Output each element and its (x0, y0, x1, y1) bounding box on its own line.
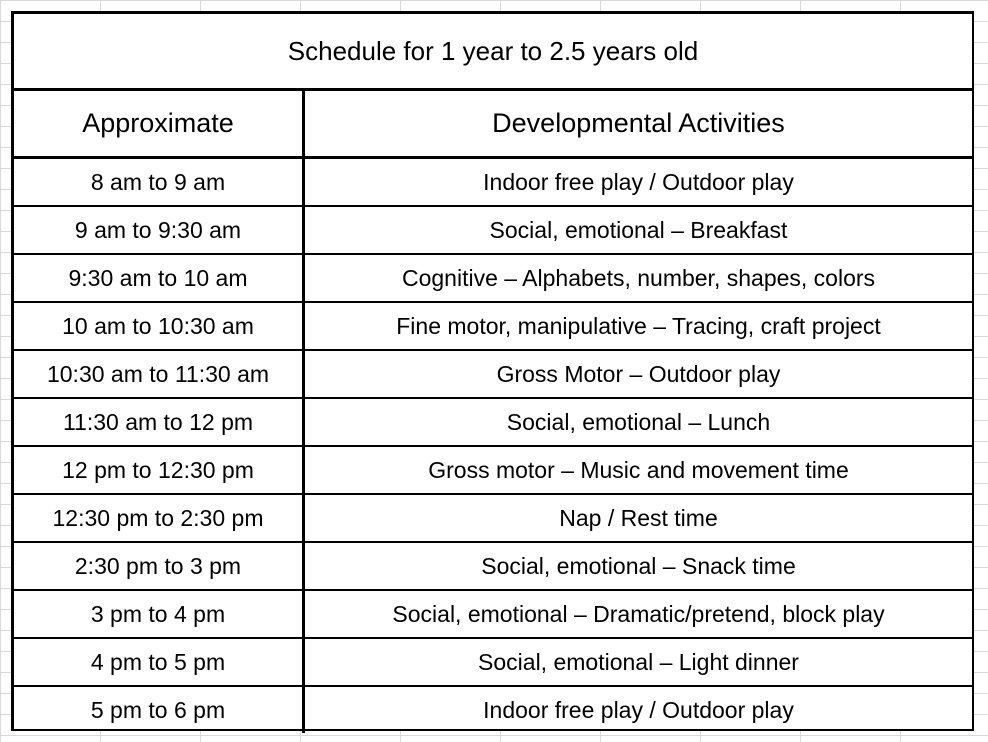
table-body (14, 159, 972, 733)
table-row (14, 591, 972, 639)
table-row (14, 303, 972, 351)
activity-cell[interactable]: Nap / Rest time (559, 504, 718, 531)
table-row (14, 543, 972, 591)
header-cell-activity[interactable]: Developmental Activities (492, 108, 785, 138)
table-title: Schedule for 1 year to 2.5 years old (287, 35, 699, 66)
table-row (14, 687, 972, 733)
time-cell[interactable]: 11:30 am to 12 pm (14, 399, 305, 445)
header-row (14, 91, 972, 159)
table-row (14, 159, 972, 207)
activity-cell[interactable]: Fine motor, manipulative – Tracing, craft project (396, 312, 881, 339)
table-row (14, 399, 972, 447)
header-cell-time[interactable]: Approximate (14, 91, 305, 156)
activity-cell[interactable]: Cognitive – Alphabets, number, shapes, colors (401, 264, 876, 291)
activity-cell[interactable]: Gross motor – Music and movement time (428, 456, 849, 483)
time-cell[interactable]: 10:30 am to 11:30 am (14, 351, 305, 397)
time-cell[interactable]: 2:30 pm to 3 pm (14, 543, 305, 589)
activity-cell[interactable]: Social, emotional – Breakfast (489, 216, 788, 243)
time-cell[interactable]: 9 am to 9:30 am (14, 207, 305, 253)
table-row (14, 351, 972, 399)
table-title-cell[interactable] (14, 14, 972, 91)
activity-cell[interactable]: Indoor free play / Outdoor play (483, 696, 794, 723)
activity-cell[interactable]: Social, emotional – Lunch (506, 408, 771, 435)
time-cell[interactable]: 3 pm to 4 pm (14, 591, 305, 637)
table-row (14, 255, 972, 303)
activity-cell[interactable]: Indoor free play / Outdoor play (483, 168, 794, 195)
activity-cell[interactable]: Social, emotional – Snack time (481, 552, 796, 579)
table-row (14, 639, 972, 687)
time-cell[interactable]: 10 am to 10:30 am (14, 303, 305, 349)
table-row (14, 447, 972, 495)
time-cell[interactable]: 4 pm to 5 pm (14, 639, 305, 685)
schedule-table (11, 11, 974, 731)
table-row (14, 495, 972, 543)
activity-cell[interactable]: Social, emotional – Light dinner (478, 648, 799, 675)
time-cell[interactable]: 12:30 pm to 2:30 pm (14, 495, 305, 541)
time-cell[interactable]: 5 pm to 6 pm (14, 687, 305, 733)
time-cell[interactable]: 8 am to 9 am (14, 159, 305, 205)
activity-cell[interactable]: Gross Motor – Outdoor play (496, 360, 781, 387)
table-row (14, 207, 972, 255)
time-cell[interactable]: 12 pm to 12:30 pm (14, 447, 305, 493)
activity-cell[interactable]: Social, emotional – Dramatic/pretend, block play (392, 600, 885, 627)
time-cell[interactable]: 9:30 am to 10 am (14, 255, 305, 301)
